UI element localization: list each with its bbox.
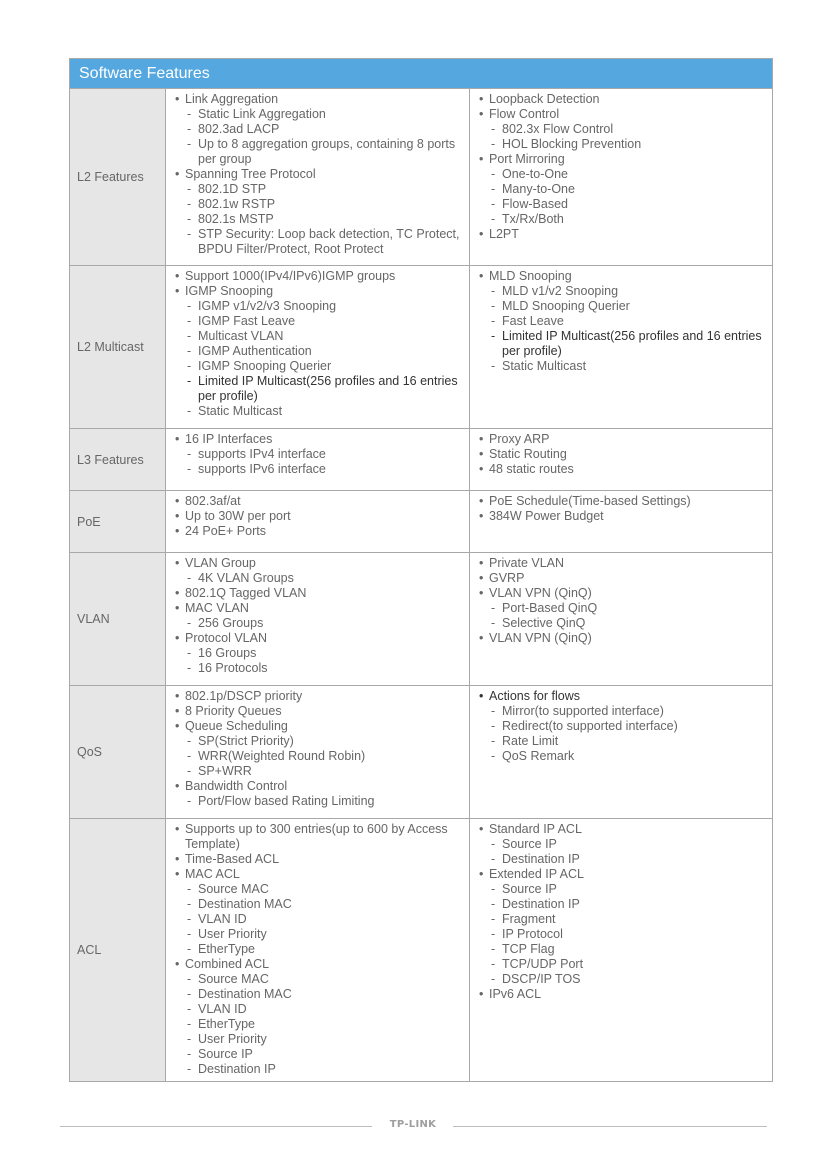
feature-sub-item: - Source MAC	[173, 972, 463, 987]
feature-list	[477, 432, 766, 477]
feature-bullet: • IGMP Snooping	[173, 284, 463, 299]
feature-list-right	[470, 266, 773, 429]
tp-link-logo: TP-LINK	[389, 1119, 437, 1130]
feature-sub-item: - IGMP Snooping Querier	[173, 359, 463, 374]
feature-bullet: • Queue Scheduling	[173, 719, 463, 734]
feature-category-label: PoE	[70, 491, 166, 553]
feature-sub-item: - Source IP	[173, 1047, 463, 1062]
feature-sub-item: - Static Multicast	[173, 404, 463, 419]
feature-sub-item: - WRR(Weighted Round Robin)	[173, 749, 463, 764]
feature-sub-item: - Static Link Aggregation	[173, 107, 463, 122]
feature-row	[70, 686, 773, 819]
feature-sub-item: - IGMP Fast Leave	[173, 314, 463, 329]
feature-list-right	[470, 491, 773, 553]
feature-sub-item: - Many-to-One	[477, 182, 766, 197]
feature-sub-item: - TCP Flag	[477, 942, 766, 957]
feature-bullet: • 384W Power Budget	[477, 509, 766, 524]
feature-sub-item: - MLD v1/v2 Snooping	[477, 284, 766, 299]
feature-list	[477, 689, 766, 764]
feature-sub-item: - Redirect(to supported interface)	[477, 719, 766, 734]
feature-sub-item: - Selective QinQ	[477, 616, 766, 631]
feature-sub-item: - Destination MAC	[173, 987, 463, 1002]
feature-sub-item: - Fragment	[477, 912, 766, 927]
feature-list	[173, 556, 463, 676]
feature-sub-item: - Flow-Based	[477, 197, 766, 212]
feature-category-label: QoS	[70, 686, 166, 819]
feature-list	[173, 822, 463, 1077]
feature-bullet: • Support 1000(IPv4/IPv6)IGMP groups	[173, 269, 463, 284]
feature-row	[70, 429, 773, 491]
feature-bullet: • Static Routing	[477, 447, 766, 462]
feature-sub-item: - Multicast VLAN	[173, 329, 463, 344]
feature-bullet: • Time-Based ACL	[173, 852, 463, 867]
feature-bullet: • Supports up to 300 entries(up to 600 by Access Template)	[173, 822, 463, 852]
feature-category-label: L3 Features	[70, 429, 166, 491]
feature-bullet: • Extended IP ACL	[477, 867, 766, 882]
feature-bullet: • PoE Schedule(Time-based Settings)	[477, 494, 766, 509]
feature-sub-item: - TCP/UDP Port	[477, 957, 766, 972]
feature-bullet: • Port Mirroring	[477, 152, 766, 167]
feature-category-label: VLAN	[70, 553, 166, 686]
feature-row	[70, 553, 773, 686]
software-features-table	[69, 58, 773, 1082]
feature-sub-item: - SP(Strict Priority)	[173, 734, 463, 749]
feature-bullet: • Link Aggregation	[173, 92, 463, 107]
feature-list-left	[166, 686, 470, 819]
feature-sub-item: - supports IPv4 interface	[173, 447, 463, 462]
feature-sub-item: - 256 Groups	[173, 616, 463, 631]
feature-list	[173, 269, 463, 419]
feature-sub-item: - Source IP	[477, 882, 766, 897]
feature-list-right	[470, 429, 773, 491]
feature-bullet: • 802.1p/DSCP priority	[173, 689, 463, 704]
feature-row	[70, 89, 773, 266]
feature-sub-item: - MLD Snooping Querier	[477, 299, 766, 314]
feature-sub-item: - Static Multicast	[477, 359, 766, 374]
feature-list-right	[470, 89, 773, 266]
feature-bullet: • VLAN VPN (QinQ)	[477, 631, 766, 646]
table-title: Software Features	[70, 59, 773, 89]
feature-sub-item: - 802.1w RSTP	[173, 197, 463, 212]
feature-list	[477, 494, 766, 524]
feature-sub-item: - DSCP/IP TOS	[477, 972, 766, 987]
feature-list-left	[166, 266, 470, 429]
feature-list-left	[166, 429, 470, 491]
feature-bullet: • Bandwidth Control	[173, 779, 463, 794]
feature-list	[477, 269, 766, 374]
feature-list-left	[166, 491, 470, 553]
feature-sub-item: - 802.1D STP	[173, 182, 463, 197]
feature-bullet: • GVRP	[477, 571, 766, 586]
feature-sub-item: - EtherType	[173, 1017, 463, 1032]
feature-bullet: • Private VLAN	[477, 556, 766, 571]
feature-sub-item: - One-to-One	[477, 167, 766, 182]
feature-sub-item: - Destination IP	[477, 897, 766, 912]
feature-list-right	[470, 686, 773, 819]
feature-sub-item: - IGMP Authentication	[173, 344, 463, 359]
feature-sub-item: - Destination MAC	[173, 897, 463, 912]
feature-sub-item: - IP Protocol	[477, 927, 766, 942]
feature-bullet: • Up to 30W per port	[173, 509, 463, 524]
feature-list	[173, 92, 463, 257]
feature-bullet: • MLD Snooping	[477, 269, 766, 284]
feature-sub-item: - Tx/Rx/Both	[477, 212, 766, 227]
feature-sub-item: - QoS Remark	[477, 749, 766, 764]
feature-bullet: • Flow Control	[477, 107, 766, 122]
feature-list	[173, 494, 463, 539]
feature-sub-item: - SP+WRR	[173, 764, 463, 779]
feature-list-right	[470, 553, 773, 686]
feature-bullet: • Combined ACL	[173, 957, 463, 972]
feature-row	[70, 819, 773, 1082]
feature-bullet: • 802.3af/at	[173, 494, 463, 509]
feature-sub-item: - VLAN ID	[173, 912, 463, 927]
feature-sub-item: - EtherType	[173, 942, 463, 957]
feature-bullet: • VLAN Group	[173, 556, 463, 571]
feature-category-label: L2 Features	[70, 89, 166, 266]
feature-sub-item: - User Priority	[173, 1032, 463, 1047]
feature-bullet: • MAC VLAN	[173, 601, 463, 616]
page-footer	[60, 1116, 767, 1136]
feature-sub-item: - Port/Flow based Rating Limiting	[173, 794, 463, 809]
feature-sub-item: - Fast Leave	[477, 314, 766, 329]
feature-list	[477, 822, 766, 1002]
feature-sub-item: - 802.3ad LACP	[173, 122, 463, 137]
table-header-row	[70, 59, 773, 89]
feature-list	[173, 432, 463, 477]
feature-sub-item: - 802.1s MSTP	[173, 212, 463, 227]
feature-sub-item: - Mirror(to supported interface)	[477, 704, 766, 719]
feature-sub-item: - Source IP	[477, 837, 766, 852]
feature-sub-item: - Destination IP	[173, 1062, 463, 1077]
feature-sub-item: - 802.3x Flow Control	[477, 122, 766, 137]
footer-divider-right	[453, 1126, 767, 1127]
feature-bullet: • IPv6 ACL	[477, 987, 766, 1002]
feature-bullet: • 802.1Q Tagged VLAN	[173, 586, 463, 601]
feature-sub-item: - VLAN ID	[173, 1002, 463, 1017]
feature-sub-item: - Limited IP Multicast(256 profiles and 16 entries per profile)	[173, 374, 463, 404]
feature-sub-item: - HOL Blocking Prevention	[477, 137, 766, 152]
feature-category-label: ACL	[70, 819, 166, 1082]
feature-sub-item: - 16 Groups	[173, 646, 463, 661]
feature-sub-item: - supports IPv6 interface	[173, 462, 463, 477]
feature-sub-item: - Port-Based QinQ	[477, 601, 766, 616]
feature-sub-item: - Destination IP	[477, 852, 766, 867]
feature-bullet: • L2PT	[477, 227, 766, 242]
feature-bullet: • Actions for flows	[477, 689, 766, 704]
feature-row	[70, 491, 773, 553]
feature-bullet: • Loopback Detection	[477, 92, 766, 107]
feature-list	[173, 689, 463, 809]
feature-sub-item: - Source MAC	[173, 882, 463, 897]
feature-bullet: • Spanning Tree Protocol	[173, 167, 463, 182]
feature-bullet: • 48 static routes	[477, 462, 766, 477]
feature-bullet: • 16 IP Interfaces	[173, 432, 463, 447]
feature-bullet: • 24 PoE+ Ports	[173, 524, 463, 539]
feature-bullet: • MAC ACL	[173, 867, 463, 882]
footer-divider-left	[60, 1126, 372, 1127]
feature-sub-item: - User Priority	[173, 927, 463, 942]
feature-sub-item: - STP Security: Loop back detection, TC Protect, BPDU Filter/Protect, Root Protect	[173, 227, 463, 257]
feature-sub-item: - 4K VLAN Groups	[173, 571, 463, 586]
feature-list-left	[166, 89, 470, 266]
feature-bullet: • VLAN VPN (QinQ)	[477, 586, 766, 601]
feature-sub-item: - Rate Limit	[477, 734, 766, 749]
feature-sub-item: - Limited IP Multicast(256 profiles and 16 entries per profile)	[477, 329, 766, 359]
feature-list-right	[470, 819, 773, 1082]
feature-list	[477, 556, 766, 646]
feature-bullet: • Proxy ARP	[477, 432, 766, 447]
feature-list	[477, 92, 766, 242]
feature-bullet: • Standard IP ACL	[477, 822, 766, 837]
feature-list-left	[166, 553, 470, 686]
feature-list-left	[166, 819, 470, 1082]
feature-category-label: L2 Multicast	[70, 266, 166, 429]
feature-bullet: • Protocol VLAN	[173, 631, 463, 646]
feature-row	[70, 266, 773, 429]
feature-sub-item: - 16 Protocols	[173, 661, 463, 676]
feature-sub-item: - IGMP v1/v2/v3 Snooping	[173, 299, 463, 314]
feature-sub-item: - Up to 8 aggregation groups, containing 8 ports per group	[173, 137, 463, 167]
feature-bullet: • 8 Priority Queues	[173, 704, 463, 719]
